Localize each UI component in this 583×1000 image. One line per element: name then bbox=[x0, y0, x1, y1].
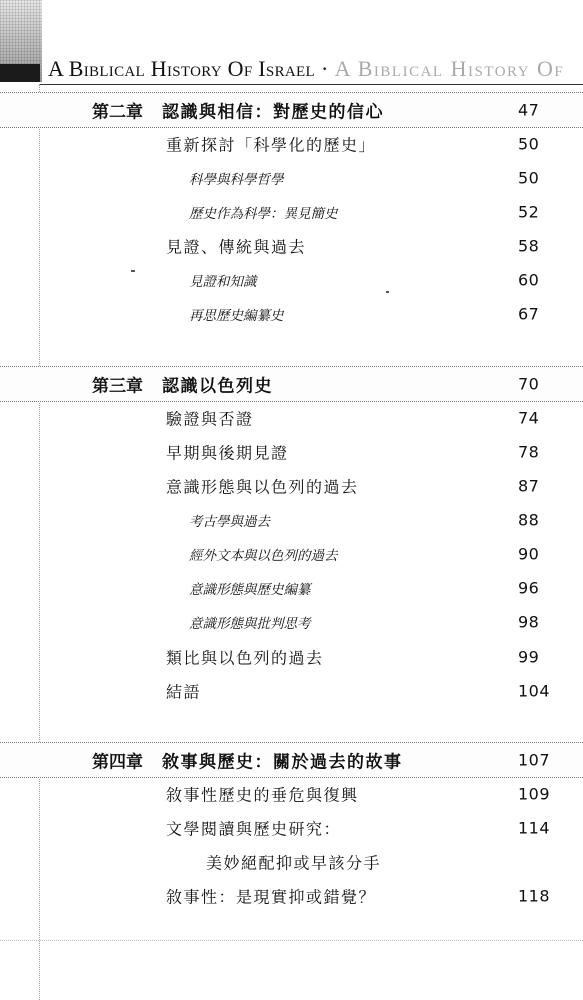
chapter-title: 認識以色列史 bbox=[162, 376, 273, 397]
page-number: 67 bbox=[518, 304, 540, 324]
toc-section-row[interactable] bbox=[0, 435, 583, 469]
toc-subsection-row[interactable] bbox=[0, 195, 583, 229]
section-title: 結語 bbox=[166, 682, 202, 702]
section-title: 文學閱讀與歷史研究： bbox=[166, 819, 342, 839]
subsection-title: 再思歷史編纂史 bbox=[189, 308, 284, 324]
page-number: 52 bbox=[518, 202, 540, 222]
page-number: 104 bbox=[518, 681, 551, 701]
header-rule bbox=[40, 84, 583, 85]
section-title: 意識形態與以色列的過去 bbox=[166, 477, 359, 497]
subsection-title: 科學與科學哲學 bbox=[189, 172, 284, 188]
header-separator: · bbox=[320, 56, 329, 81]
page-number: 98 bbox=[518, 612, 540, 632]
page-number: 90 bbox=[518, 544, 540, 564]
toc-chapter-row[interactable] bbox=[0, 366, 583, 402]
page-number: 74 bbox=[518, 408, 540, 428]
page-number: 78 bbox=[518, 442, 540, 462]
running-title-repeat: A Biblical History Of bbox=[334, 56, 565, 81]
page-number: 60 bbox=[518, 270, 540, 290]
chapter-number: 第二章 bbox=[92, 102, 143, 123]
subsection-title: 意識形態與歷史編纂 bbox=[189, 582, 311, 598]
chapter-title: 敘事與歷史：關於過去的故事 bbox=[162, 752, 403, 773]
toc-chapter-row[interactable] bbox=[0, 742, 583, 778]
section-title: 早期與後期見證 bbox=[166, 443, 289, 463]
toc-subsection-row[interactable] bbox=[0, 161, 583, 195]
toc-subsection-row[interactable] bbox=[0, 263, 583, 297]
page-number: 47 bbox=[518, 100, 540, 120]
page-number: 58 bbox=[518, 236, 540, 256]
subsection-title: 歷史作為科學：異見簡史 bbox=[189, 206, 338, 222]
page-number: 87 bbox=[518, 476, 540, 496]
page-number: 96 bbox=[518, 578, 540, 598]
toc-section-continuation-row bbox=[0, 845, 583, 879]
subsection-title: 意識形態與批判思考 bbox=[189, 616, 311, 632]
page-number: 50 bbox=[518, 168, 540, 188]
toc-subsection-row[interactable] bbox=[0, 605, 583, 639]
toc-subsection-row[interactable] bbox=[0, 537, 583, 571]
section-title: 見證、傳統與過去 bbox=[166, 237, 307, 257]
subsection-title: 見證和知識 bbox=[189, 274, 257, 290]
page-number: 99 bbox=[518, 647, 540, 667]
toc-section-row[interactable] bbox=[0, 879, 583, 913]
header-tab-block bbox=[0, 64, 40, 82]
toc-section-row[interactable] bbox=[0, 674, 583, 708]
section-title: 類比與以色列的過去 bbox=[166, 648, 324, 668]
subsection-title: 考古學與過去 bbox=[189, 514, 270, 530]
toc-subsection-row[interactable] bbox=[0, 503, 583, 537]
toc-subsection-row[interactable] bbox=[0, 297, 583, 331]
page-number: 50 bbox=[518, 134, 540, 154]
section-title-continuation: 美妙絕配抑或早該分手 bbox=[206, 853, 382, 873]
toc-section-row[interactable] bbox=[0, 640, 583, 674]
page-number: 107 bbox=[518, 750, 551, 770]
section-title: 重新探討「科學化的歷史」 bbox=[166, 135, 377, 155]
toc-chapter-heading bbox=[92, 748, 403, 773]
section-title: 敘事性：是現實抑或錯覺？ bbox=[166, 887, 377, 907]
running-header bbox=[48, 56, 583, 82]
chapter-number: 第四章 bbox=[92, 752, 143, 773]
scan-speck bbox=[386, 291, 389, 293]
toc-section-row[interactable] bbox=[0, 127, 583, 161]
toc-chapter-heading bbox=[92, 372, 273, 397]
page-number: 109 bbox=[518, 784, 551, 804]
section-title: 敘事性歷史的垂危與復興 bbox=[166, 785, 359, 805]
bottom-rule bbox=[0, 940, 583, 941]
toc-section-row[interactable] bbox=[0, 469, 583, 503]
chapter-title: 認識與相信：對歷史的信心 bbox=[162, 102, 384, 123]
toc-section-row[interactable] bbox=[0, 811, 583, 845]
section-title: 驗證與否證 bbox=[166, 409, 254, 429]
subsection-title: 經外文本與以色列的過去 bbox=[189, 548, 338, 564]
toc-chapter-row[interactable] bbox=[0, 92, 583, 128]
chapter-number: 第三章 bbox=[92, 376, 143, 397]
page-number: 88 bbox=[518, 510, 540, 530]
page-number: 114 bbox=[518, 818, 551, 838]
toc-section-row[interactable] bbox=[0, 777, 583, 811]
page-number: 70 bbox=[518, 374, 540, 394]
toc-subsection-row[interactable] bbox=[0, 571, 583, 605]
page-number: 118 bbox=[518, 886, 551, 906]
toc-section-row[interactable] bbox=[0, 401, 583, 435]
toc-chapter-heading bbox=[92, 98, 384, 123]
running-title: A Biblical History Of Israel bbox=[48, 56, 315, 81]
scan-speck bbox=[131, 270, 135, 272]
toc-section-row[interactable] bbox=[0, 229, 583, 263]
